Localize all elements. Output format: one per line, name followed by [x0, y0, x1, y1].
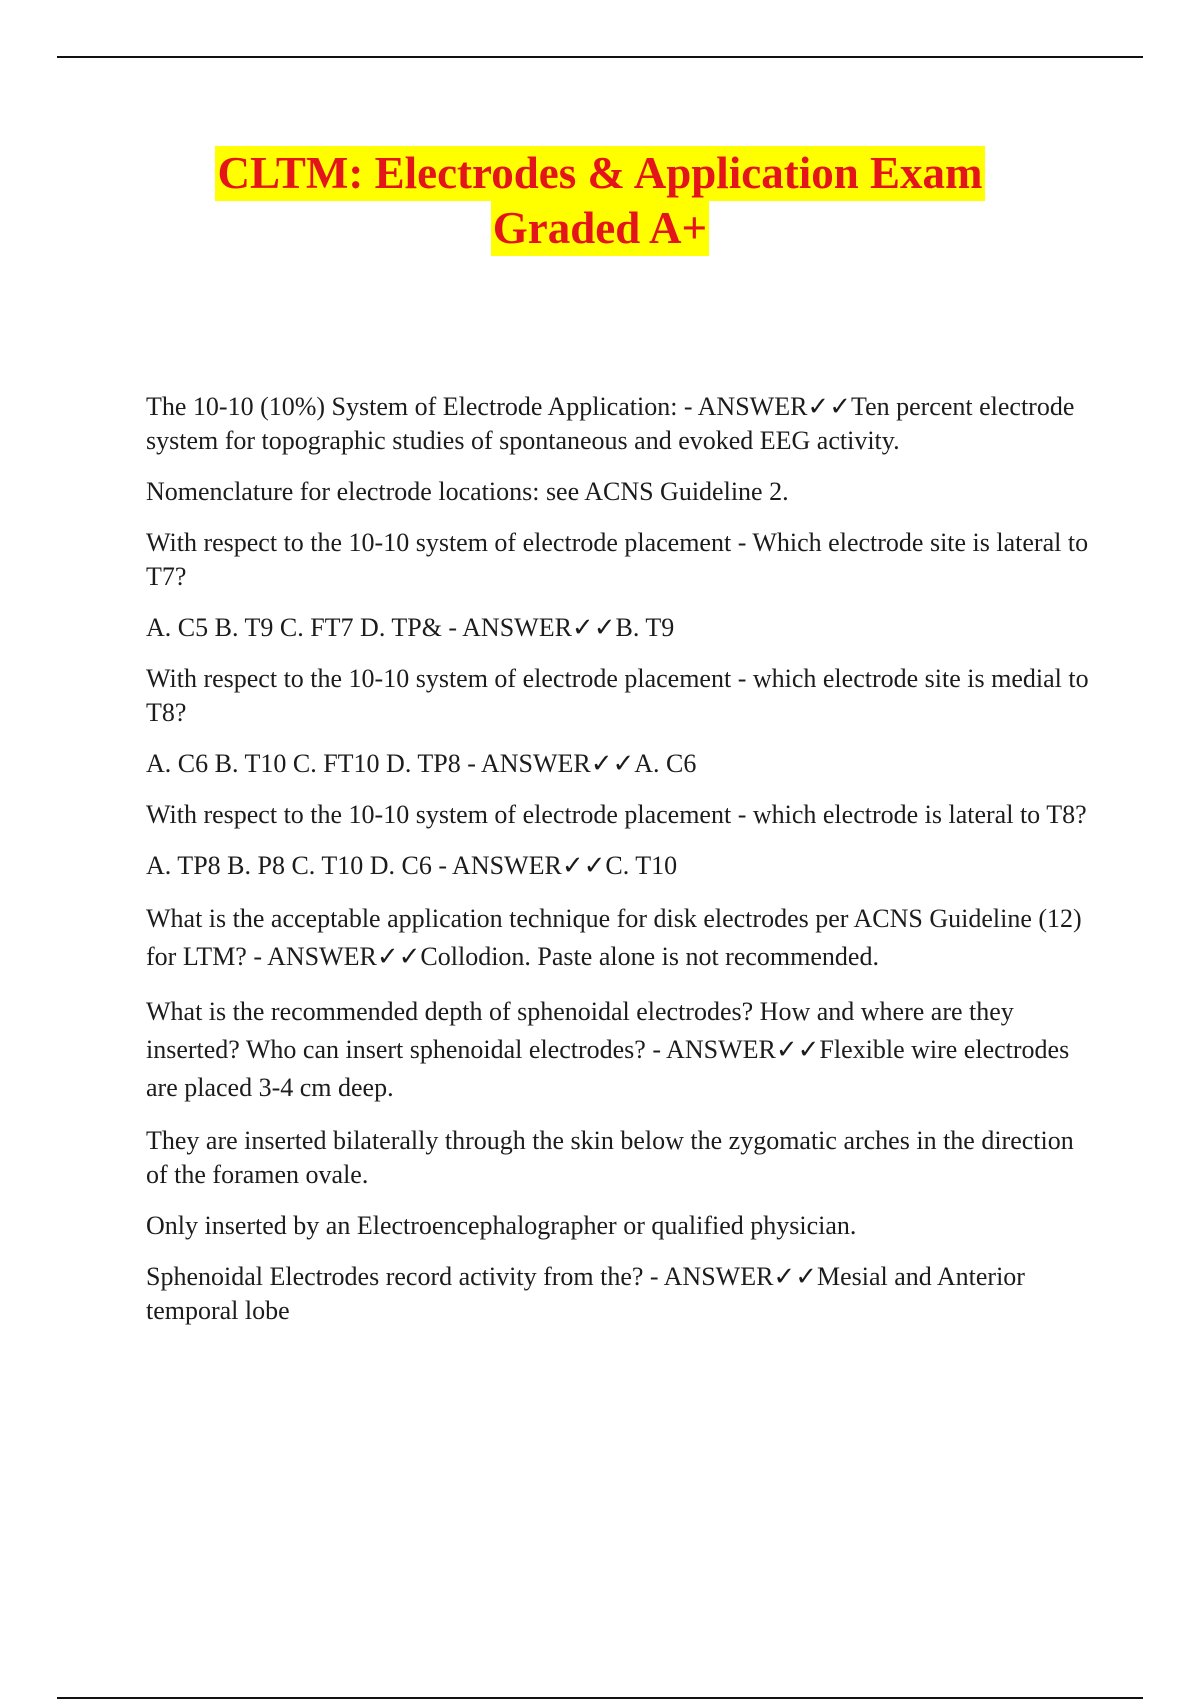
paragraph-7: With respect to the 10-10 system of electrode placement - which electrode is lateral to T8?: [146, 800, 1087, 829]
title-line-1: CLTM: Electrodes & Application Exam: [215, 146, 984, 201]
bottom-rule: [57, 1697, 1143, 1699]
paragraph-1: The 10-10 (10%) System of Electrode Application: - ANSWER✓✓Ten percent electrode system for topographic studies of spontaneous and evoked EEG activity.: [146, 392, 1075, 455]
paragraph-10: What is the recommended depth of sphenoidal electrodes? How and where are they inserted? Who can insert sphenoidal electrodes? - ANSWER✓✓Flexible wire electrodes are placed 3-4 cm deep.: [146, 997, 1070, 1102]
paragraph-13: Sphenoidal Electrodes record activity from the? - ANSWER✓✓Mesial and Anterior temporal lobe: [146, 1262, 1025, 1325]
paragraph-12: Only inserted by an Electroencephalographer or qualified physician.: [146, 1211, 857, 1240]
paragraph-2: Nomenclature for electrode locations: see ACNS Guideline 2.: [146, 477, 789, 506]
paragraph-6: A. C6 B. T10 C. FT10 D. TP8 - ANSWER✓✓A. C6: [146, 749, 697, 778]
paragraph-9: What is the acceptable application technique for disk electrodes per ACNS Guideline (12) for LTM? - ANSWER✓✓Collodion. Paste alone is not recommended.: [146, 904, 1082, 971]
paragraph-3: With respect to the 10-10 system of electrode placement - Which electrode site is lateral to T7?: [146, 528, 1089, 591]
document-title: [0, 146, 1200, 256]
paragraph-8: A. TP8 B. P8 C. T10 D. C6 - ANSWER✓✓C. T10: [146, 851, 678, 880]
title-line-2: Graded A+: [491, 201, 709, 256]
paragraph-11: They are inserted bilaterally through the skin below the zygomatic arches in the direction of the foramen ovale.: [146, 1126, 1074, 1189]
paragraph-4: A. C5 B. T9 C. FT7 D. TP& - ANSWER✓✓B. T9: [146, 613, 675, 642]
paragraph-5: With respect to the 10-10 system of electrode placement - which electrode site is medial to T8?: [146, 664, 1089, 727]
top-rule: [57, 56, 1143, 58]
document-body: [146, 390, 1096, 1345]
